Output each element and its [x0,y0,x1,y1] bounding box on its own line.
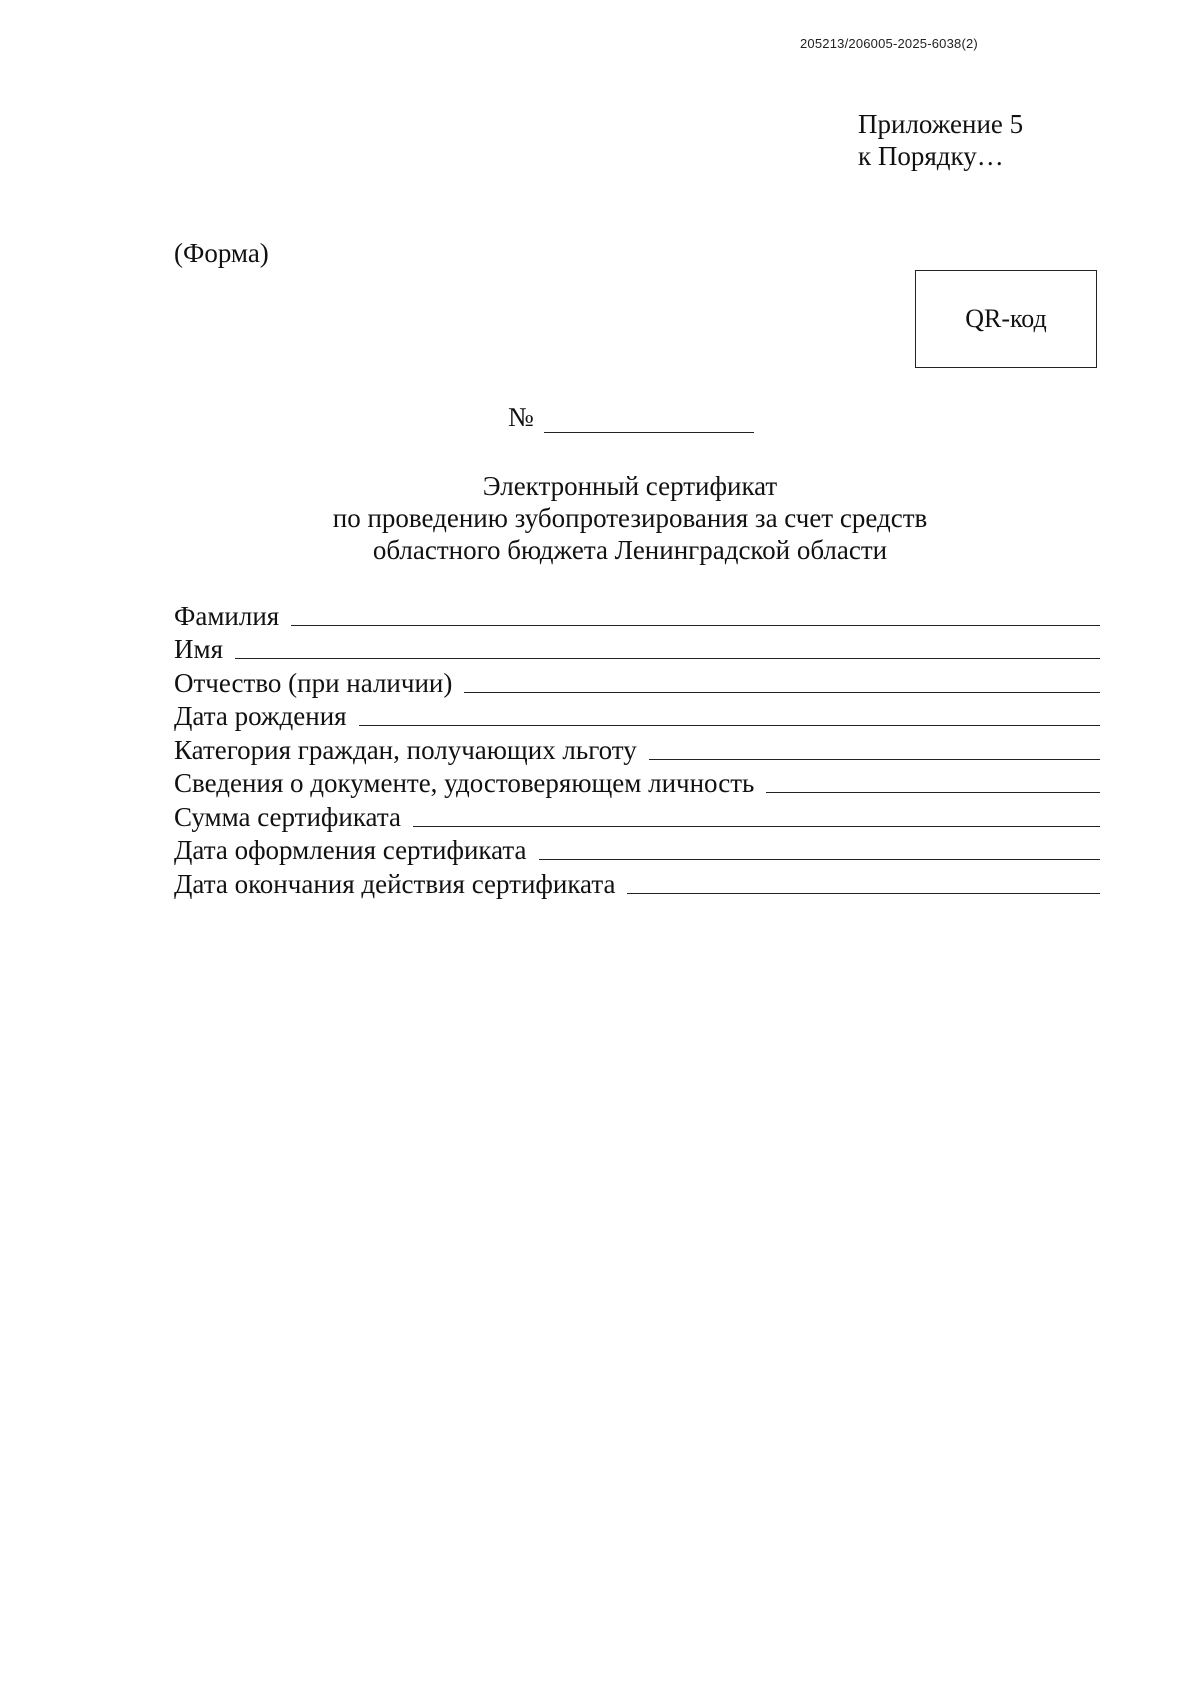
certificate-fields [174,598,1100,900]
appendix-reference [858,108,1023,172]
field-label: Фамилия [174,600,280,631]
field-benefit-category [174,732,1100,766]
field-issue-date [174,833,1100,867]
field-blank-line [766,791,1100,793]
title-line-3: областного бюджета Ленинградской области [372,535,888,565]
title-line-1: Электронный сертификат [482,471,778,501]
field-blank-line [413,825,1100,827]
field-blank-line [649,758,1100,760]
field-blank-line [359,724,1100,726]
field-blank-line [464,691,1100,693]
field-patronymic [174,665,1100,699]
field-blank-line [539,858,1100,860]
title-line-2: по проведению зубопротезирования за счет средств [332,503,928,533]
field-blank-line [627,892,1100,894]
field-first-name [174,632,1100,666]
field-label: Имя [174,634,224,664]
field-certificate-amount [174,799,1100,833]
number-sign: № [508,402,534,432]
appendix-order-reference: к Порядку… [858,141,1004,171]
field-surname [174,598,1100,632]
appendix-number: Приложение 5 [858,109,1024,139]
field-label: Сумма сертификата [174,801,401,832]
field-label: Сведения о документе, удостоверяющем личность [174,768,755,798]
field-blank-line [291,624,1100,626]
field-label: Дата окончания действия сертификата [174,868,616,899]
field-label: Отчество (при наличии) [174,667,453,698]
field-birth-date [174,699,1100,733]
field-label: Категория граждан, получающих льготу [174,734,637,765]
qr-code-placeholder [915,270,1097,368]
certificate-number-blank [544,404,754,433]
field-label: Дата рождения [174,701,347,731]
field-expiry-date [174,866,1100,900]
field-blank-line [235,657,1100,659]
document-id: 205213/206005-2025-6038(2) [800,36,978,51]
form-label: (Форма) [174,238,269,268]
certificate-number [508,402,754,433]
field-identity-document [174,766,1100,800]
document-title [200,470,1060,566]
qr-code-label: QR-код [965,304,1047,333]
field-label: Дата оформления сертификата [174,835,527,865]
